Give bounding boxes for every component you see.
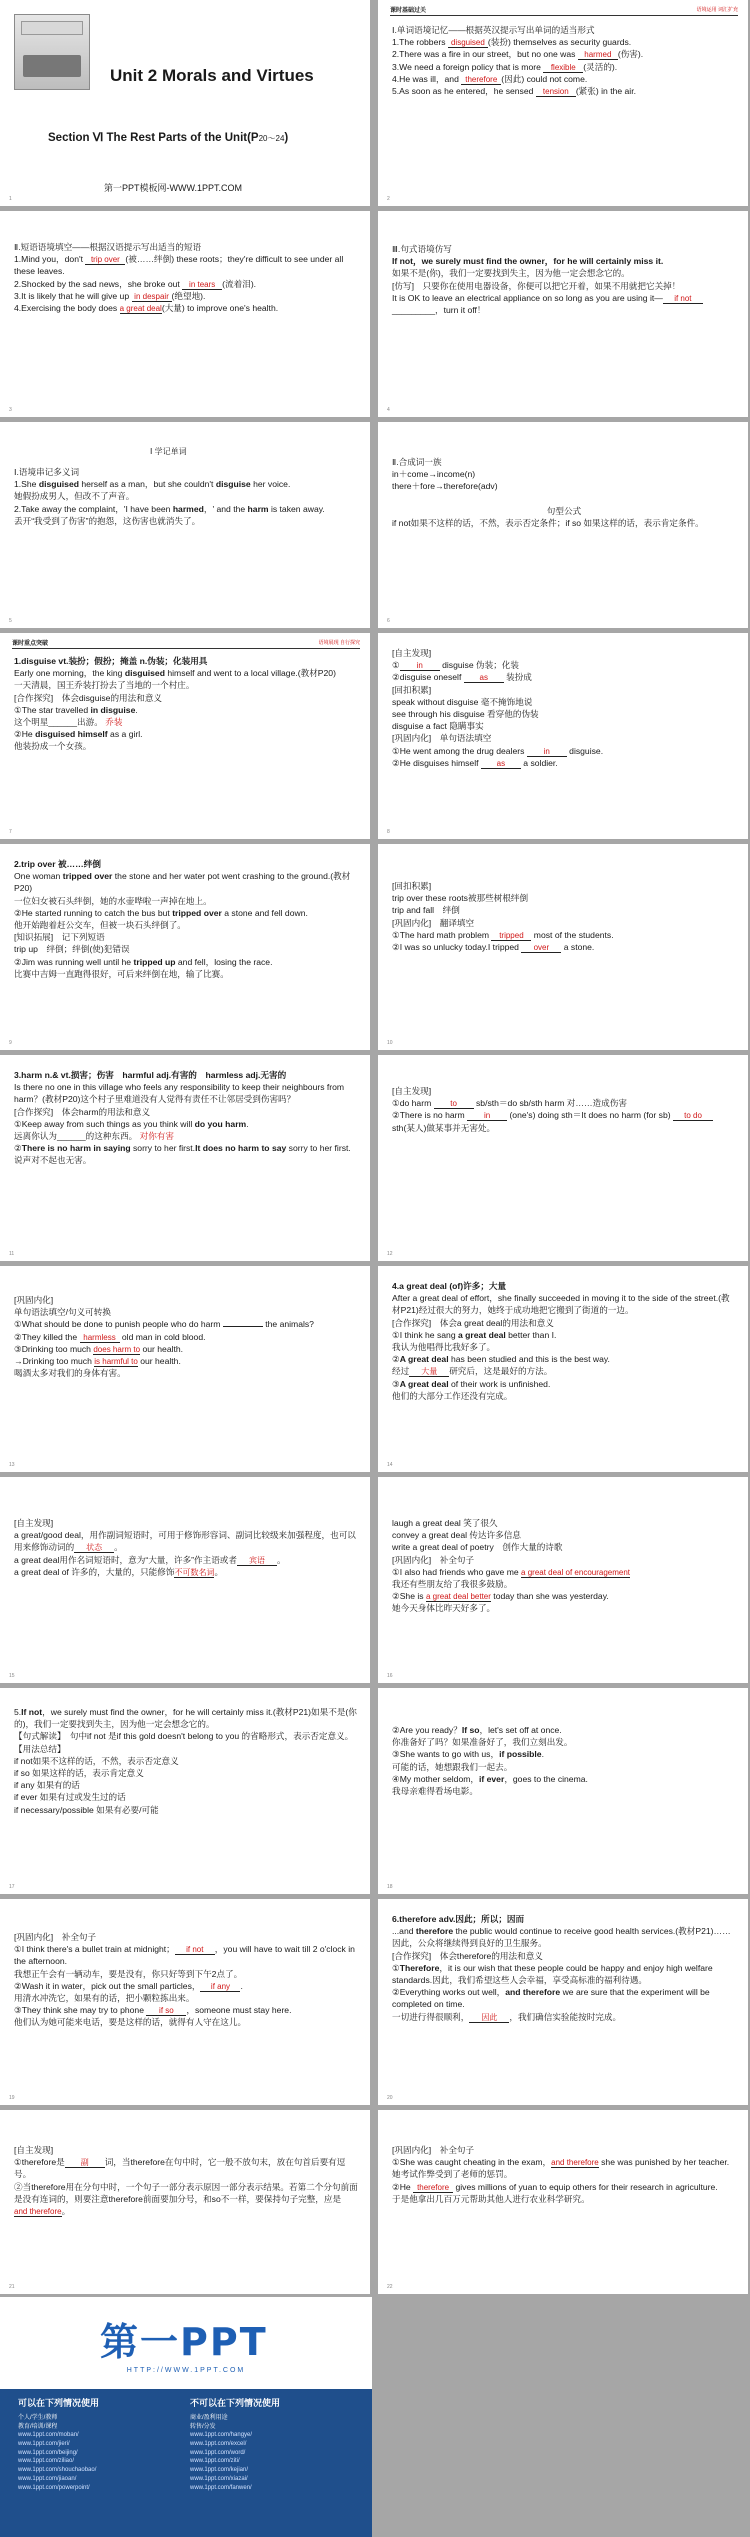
exercise-line: 如果不是(你)，我们一定要找到失主，因为他一定会想念它的。 <box>392 268 630 279</box>
exercise-line: 我还有些朋友给了我很多鼓励。 <box>392 1579 513 1590</box>
exercise-line: ①therefore是 副 词，当therefore在句中时，它一般不放句末，放在句首后要有逗号。 <box>14 2157 346 2180</box>
exercise-heading: [自主发现] <box>14 2145 54 2155</box>
exercise-line: ①The star travelled in disguise. <box>14 704 138 715</box>
exercise-line: trip up 绊倒；绊倒(使)犯错误 <box>14 944 130 955</box>
exercise-line: 4.He was ill，and therefore (因此) could not come. <box>392 73 588 84</box>
exercise-line: ④My mother seldom，if ever，goes to the cinema. <box>392 1773 588 1784</box>
usage-link[interactable]: www.1ppt.com/jieri/ <box>18 2441 70 2448</box>
exercise-line: [回扣积累] <box>392 881 432 891</box>
exercise-line: ①The hard math problem tripped most of the students. <box>392 929 614 940</box>
usage-link[interactable]: www.1ppt.com/moban/ <box>18 2432 79 2439</box>
page-number: 9 <box>9 1039 12 1046</box>
usage-link[interactable]: www.1ppt.com/xiazai/ <box>190 2475 248 2482</box>
page-number: 4 <box>387 406 390 413</box>
exercise-line: 她今天身体比昨天好多了。 <box>392 1603 496 1614</box>
exercise-line: if so 如果这样的话，表示肯定意义 <box>14 1768 144 1779</box>
exercise-line: 2.Take away the complaint，'I have been harmed，' and the harm is taken away. <box>14 503 325 514</box>
slide-18 <box>378 1688 748 1894</box>
page-number: 7 <box>9 828 12 835</box>
exercise-line: ②He therefore gives millions of yuan to equip others for their research in agriculture. <box>392 2181 718 2192</box>
exercise-line: 这个明星______出游。 乔装 <box>14 717 123 728</box>
exercise-line: →Drinking too much is harmful to our health. <box>14 1356 181 1367</box>
exercise-line: trip and fall 绊倒 <box>392 905 460 916</box>
exercise-line: [仿写] 只要你在使用电器设备，你便可以把它开着，如果不用就把它关掉！ <box>392 280 681 291</box>
exercise-line: 他开始跑着赶公交车，但被一块石头绊倒了。 <box>14 920 186 931</box>
exercise-line: ①She was caught cheating in the exam，and therefore she was punished by her teacher. <box>392 2157 730 2168</box>
exercise-line: [合作探究] 体会disguise的用法和意义 <box>14 692 163 703</box>
site-logo: 第一PPT <box>100 2320 268 2364</box>
exercise-line: 我认为他唱得比我好多了。 <box>392 1342 496 1353</box>
exercise-line: 经过 大量 研究后，这是最好的方法。 <box>392 1366 553 1377</box>
exercise-line: if not如果不这样的话，不然，表示否定意义 <box>14 1755 179 1766</box>
slide-10 <box>378 844 748 1050</box>
page-number: 14 <box>387 1461 393 1468</box>
exercise-line: 句型公式 <box>546 505 582 516</box>
exercise-line: 远离你认为______的这种东西。 对你有害 <box>14 1131 174 1142</box>
exercise-line: ②He disguises himself as a soldier. <box>392 757 558 768</box>
exercise-line: 用清水冲洗它，如果有的话，把小颗粒拣出来。 <box>14 1993 195 2004</box>
exercise-line: ①do harm to sb/sth＝do sb/sth harm 对……造成伤害 <box>392 1098 627 1109</box>
exercise-line: 她考试作弊受到了老师的惩罚。 <box>392 2169 513 2180</box>
brand-banner <box>0 2297 372 2389</box>
slide-1 <box>0 0 370 206</box>
exercise-line: a great deal of 许多的，大量的，只能修饰不可数名词。 <box>14 1566 224 1577</box>
slide-15 <box>0 1477 370 1683</box>
page-number: 22 <box>387 2283 393 2290</box>
slide-4 <box>378 211 748 417</box>
book-cover-image <box>14 14 90 90</box>
exercise-line: 1.She disguised herself as a man，but she couldn't disguise her voice. <box>14 479 291 490</box>
exercise-line: speak without disguise 毫不掩饰地说 <box>392 696 533 707</box>
exercise-line: 1.The robbers disguised (装扮) themselves as security guards. <box>392 37 632 48</box>
exercise-line: 他们的大部分工作还没有完成。 <box>392 1390 513 1401</box>
exercise-line: 1.Mind you，don't trip over (被……绊倒) these roots；they're difficult to see under all these leaves. <box>14 254 344 277</box>
page-number: 5 <box>9 617 12 624</box>
section-bar: 课时重点突破 语境展现 自行探究 <box>12 640 360 647</box>
exercise-line: [合作探究] 体会therefore的用法和意义 <box>392 1950 543 1961</box>
slide-8 <box>378 633 748 839</box>
exercise-line: ②Everything works out well，and therefore we are sure that the experiment will be completed on time. <box>392 1987 710 2010</box>
exercise-line: ②A great deal has been studied and this is the best way. <box>392 1354 610 1365</box>
exercise-heading: [巩固内化] <box>14 1295 54 1305</box>
exercise-line: 5.As soon as he entered，he sensed tension (紧张) in the air. <box>392 86 636 97</box>
topic-heading: 3.harm n.& vt.损害；伤害 harmful adj.有害的 harmless adj.无害的 <box>14 1070 287 1080</box>
usage-link[interactable]: www.1ppt.com/kejian/ <box>190 2467 249 2474</box>
exercise-line: ②Jim was running well until he tripped up and fell，losing the race. <box>14 956 273 967</box>
slide-14 <box>378 1266 748 1472</box>
exercise-line: see through his disguise 看穿他的伪装 <box>392 709 539 720</box>
exercise-line: [巩固内化] 翻译填空 <box>392 917 475 928</box>
exercise-line: Early one morning，the king disguised himself and went to a local village.(教材P20) <box>14 668 336 679</box>
exercise-line: ②I was so unlucky today.I tripped over a stone. <box>392 942 595 953</box>
slide-heading: Ⅰ 学记单词 <box>150 447 187 456</box>
slide-19 <box>0 1899 370 2105</box>
exercise-line: ③She wants to go with us，if possible. <box>392 1749 544 1760</box>
allowed-use-column <box>18 2397 188 2492</box>
exercise-line: 我母亲难得看场电影。 <box>392 1786 478 1797</box>
exercise-line: 你准备好了吗？如果准备好了，我们立刻出发。 <box>392 1737 573 1748</box>
exercise-line: 丢开“我受到了伤害”的抱怨，这伤害也就消失了。 <box>14 515 201 526</box>
usage-link[interactable]: www.1ppt.com/jiaoan/ <box>18 2475 77 2482</box>
forbidden-heading: 不可以在下列情况使用 <box>190 2398 281 2408</box>
exercise-line: ③They think she may try to phone if so ，someone must stay here. <box>14 2005 292 2016</box>
topic-heading: 4.a great deal (of)许多；大量 <box>392 1281 507 1291</box>
page-number: 17 <box>9 1883 15 1890</box>
exercise-heading: Ⅰ.语境串记多义词 <box>14 467 80 477</box>
page-number: 16 <box>387 1672 393 1679</box>
exercise-heading: [自主发现] <box>14 1518 54 1528</box>
exercise-line: 4.Exercising the body does a great deal(大量) to improve one's health. <box>14 303 279 314</box>
slide-2 <box>378 0 748 206</box>
page-number: 12 <box>387 1250 393 1257</box>
exercise-line: ②Wash it in water，pick out the small particles， if any . <box>14 1980 243 1991</box>
slide-12 <box>378 1055 748 1261</box>
usage-link[interactable]: www.1ppt.com/shouchaobao/ <box>18 2467 97 2474</box>
exercise-line: if necessary/possible 如果有必要/可能 <box>14 1804 159 1815</box>
exercise-line: if not如果不这样的话，不然，表示否定条件；if so 如果这样的话，表示肯定条件。 <box>392 517 704 528</box>
usage-link[interactable]: www.1ppt.com/ziti/ <box>190 2458 240 2465</box>
exercise-heading: Ⅰ.单词语境记忆——根据英汉提示写出单词的适当形式 <box>392 25 595 35</box>
exercise-line: 【句式解读】 句中if not 是if this gold doesn't belong to you 的省略形式，表示否定意义。 <box>14 1731 354 1742</box>
exercise-line: 喝酒太多对我们的身体有害。 <box>14 1368 126 1379</box>
page-number: 10 <box>387 1039 393 1046</box>
exercise-line: [巩固内化] 补全句子 <box>392 1554 475 1565</box>
exercise-line: 一天清晨，国王乔装打扮去了当地的一个村庄。 <box>14 680 195 691</box>
usage-link[interactable]: www.1ppt.com/powerpoint/ <box>18 2484 90 2491</box>
usage-link[interactable]: www.1ppt.com/excel/ <box>190 2441 247 2448</box>
exercise-line: ①I also had friends who gave me a great deal of encouragement <box>392 1566 631 1577</box>
slide-16 <box>378 1477 748 1683</box>
exercise-heading: Ⅲ.句式语境仿写 <box>392 244 452 254</box>
exercise-line: 比赛中吉姆一直跑得很好，可后来绊倒在地，输了比赛。 <box>14 968 229 979</box>
exercise-line: ①Keep away from such things as you think will do you harm. <box>14 1118 249 1129</box>
exercise-line: [巩固内化] 单句语法填空 <box>392 733 492 744</box>
allowed-heading: 可以在下列情况使用 <box>18 2398 100 2408</box>
usage-panel <box>0 2389 372 2537</box>
page-number: 13 <box>9 1461 15 1468</box>
unit-title: Unit 2 Morals and Virtues <box>110 66 314 85</box>
usage-link[interactable]: www.1ppt.com/fanwen/ <box>190 2484 252 2491</box>
slide-7 <box>0 633 370 839</box>
exercise-line: ②There is no harm in (one's) doing sth＝It does no harm (for sb) to do sth(某人)做某事并无害处。 <box>392 1109 736 1133</box>
page-number: 1 <box>9 195 12 202</box>
page-number: 11 <box>9 1250 15 1257</box>
topic-heading: 1.disguise vt.装扮；假扮；掩盖 n.伪装；化装用具 <box>14 656 208 666</box>
usage-item: 转售/分发 <box>190 2423 216 2430</box>
exercise-line: write a great deal of poetry 创作大量的诗歌 <box>392 1542 563 1553</box>
exercise-line: 一位妇女被石头绊倒，她的水壶哗啦一声掉在地上。 <box>14 895 212 906</box>
exercise-line: ...and therefore the public would continue to receive good health services.(教材P21)……因此，公众将继续得到良好的卫生服务。 <box>392 1926 731 1949</box>
slide-20 <box>378 1899 748 2105</box>
usage-link[interactable]: www.1ppt.com/hangye/ <box>190 2432 253 2439</box>
exercise-line: Is there no one in this village who feels any responsibility to keep their neighbours from harm？(教材P20)这个村子里难道没有人觉得有责任不让邻居受到伤害吗？ <box>14 1082 345 1105</box>
page-number: 2 <box>387 195 390 202</box>
page-number: 21 <box>9 2283 15 2290</box>
exercise-line: in＋come→income(n) <box>392 469 476 480</box>
slide-5 <box>0 422 370 628</box>
exercise-line: 可能的话，她想跟我们一起去。 <box>392 1761 513 1772</box>
exercise-line: a great deal用作名词短语时，意为“大量，许多”作主语或者 宾语 。 <box>14 1554 286 1565</box>
exercise-heading: Ⅱ.短语语境填空——根据汉语提示写出适当的短语 <box>14 242 202 252</box>
page-number: 20 <box>387 2094 393 2101</box>
exercise-line: 【用法总结】 <box>14 1743 66 1754</box>
slide-9 <box>0 844 370 1050</box>
exercise-line: ②disguise oneself as 装扮成 <box>392 672 532 683</box>
exercise-line: if ever 如果有过或发生过的话 <box>14 1792 126 1803</box>
page-number: 18 <box>387 1883 393 1890</box>
exercise-line: ①What should be done to punish people who do harm the animals? <box>14 1319 314 1330</box>
exercise-line: 单句语法填空/句义可转换 <box>14 1307 111 1318</box>
exercise-line: ①I think there's a bullet train at midnight； if not ，you will have to wait till 2 o'clock in the afternoon. <box>14 1944 355 1967</box>
usage-item: 个人/学生/教师 <box>18 2415 58 2422</box>
exercise-line: 他们认为她可能来电话，要是这样的话，就得有人守在这儿。 <box>14 2017 247 2028</box>
page-number: 15 <box>9 1672 15 1679</box>
topic-heading: 6.therefore adv.因此；所以；因而 <box>392 1914 525 1924</box>
exercise-line: a great/good deal，用作副词短语时，可用于修饰形容词、副词比较级来加强程度，也可以用来修饰动词的 状态 。 <box>14 1530 356 1553</box>
exercise-line: ②Are you ready？If so，let's set off at once. <box>392 1725 562 1735</box>
exercise-line: 2.There was a fire in our street，but no one was harmed (伤害). <box>392 49 644 60</box>
exercise-line: 于是他拿出几百万元帮助其他人进行农业科学研究。 <box>392 2193 590 2204</box>
exercise-line: ②They killed the harmless old man in cold blood. <box>14 1331 206 1342</box>
page-number: 6 <box>387 617 390 624</box>
exercise-line: ②He started running to catch the bus but tripped over a stone and fell down. <box>14 907 308 918</box>
exercise-heading: [自主发现] <box>392 1086 432 1096</box>
forbidden-use-column <box>190 2397 360 2492</box>
exercise-line: if any 如果有的话 <box>14 1780 80 1791</box>
site-credit: 第一PPT模板网-WWW.1PPT.COM <box>104 183 242 193</box>
page-number: 8 <box>387 828 390 835</box>
exercise-line: ②She is a great deal better today than she was yesterday. <box>392 1591 609 1602</box>
exercise-line: 一切进行得很顺利， 因此 ，我们确信实验能按时完成。 <box>392 2011 622 2022</box>
exercise-line: [回扣积累] <box>392 684 432 695</box>
exercise-line: 他装扮成一个女孩。 <box>14 741 92 752</box>
exercise-line: 我想正午会有一辆动车，要是没有，你只好等到下午2点了。 <box>14 1968 243 1979</box>
exercise-line: ①He went among the drug dealers in disguise. <box>392 745 604 756</box>
exercise-line: One woman tripped over the stone and her water pot went crashing to the ground.(教材P20) <box>14 871 351 894</box>
page-number: 19 <box>9 2094 15 2101</box>
exercise-line: ①Therefore，it is our wish that these people could be happy and enjoy high welfare standards.因此，我们希望这些人会幸福，享受高标准的福利待遇。 <box>392 1962 713 1986</box>
exercise-line: ③A great deal of their work is unfinished. <box>392 1378 551 1389</box>
exercise-heading: [巩固内化] 补全句子 <box>392 2145 475 2155</box>
exercise-line: _________，turn it off！ <box>392 305 486 316</box>
exercise-line: If not，we surely must find the owner，for he will certainly miss it. <box>392 256 664 267</box>
exercise-line: there＋fore→therefore(adv) <box>392 481 498 492</box>
slide-6 <box>378 422 748 628</box>
exercise-line: ① in disguise 伪装；化装 <box>392 660 519 671</box>
exercise-line: ②He disguised himself as a girl. <box>14 729 143 740</box>
exercise-line: laugh a great deal 笑了很久 <box>392 1518 498 1528</box>
exercise-heading: [巩固内化] 补全句子 <box>14 1932 97 1942</box>
exercise-line: [合作探究] 体会harm的用法和意义 <box>14 1106 151 1117</box>
usage-item: 商业/盈利用途 <box>190 2415 228 2422</box>
exercise-line: [合作探究] 体会a great deal的用法和意义 <box>392 1317 554 1328</box>
usage-item: 教育/培训/课程 <box>18 2423 58 2430</box>
exercise-heading: [自主发现] <box>392 648 432 658</box>
slide-3 <box>0 211 370 417</box>
slide-17 <box>0 1688 370 1894</box>
usage-link[interactable]: www.1ppt.com/word/ <box>190 2449 246 2456</box>
slide-13 <box>0 1266 370 1472</box>
exercise-line: 3.We need a foreign policy that is more flexible (灵活的). <box>392 61 618 72</box>
section-bar: 课时基础过关 语境运用 词汇扩充 <box>390 7 738 14</box>
page-number: 3 <box>9 406 12 413</box>
exercise-line: After a great deal of effort，she finally succeeded in moving it to the side of the street.(教材P21)经过很大的努力，她终于成功地把它搬到了街道的一边。 <box>392 1293 730 1316</box>
exercise-line: trip over these roots被那些树根绊倒 <box>392 893 529 904</box>
exercise-line: [知识拓展] 记下列短语 <box>14 932 105 943</box>
exercise-line: ①I think he sang a great deal better than I. <box>392 1329 557 1340</box>
exercise-line: convey a great deal 传达许多信息 <box>392 1530 521 1541</box>
site-url[interactable]: HTTP://WWW.1PPT.COM <box>126 2367 246 2374</box>
usage-link[interactable]: www.1ppt.com/ziliao/ <box>18 2458 75 2465</box>
exercise-line: ③Drinking too much does harm to our health. <box>14 1343 184 1354</box>
exercise-line: 2.Shocked by the sad news，she broke out in tears (流着泪). <box>14 278 257 289</box>
exercise-line: It is OK to leave an electrical appliance on so long as you are using it— if not <box>392 292 736 304</box>
exercise-line: ②当therefore用在分句中时，一个句子一部分表示原因一部分表示结果。若第二个分句前面是没有连词的，则要注意therefore前面要加分号，和so不一样，要保持句子完整，应是and therefore。 <box>14 2181 358 2217</box>
exercise-line: ②There is no harm in saying sorry to her first.It does no harm to say sorry to her first.说声对不起也无害。 <box>14 1143 351 1166</box>
topic-heading: 2.trip over 被……绊倒 <box>14 859 101 869</box>
slide-11 <box>0 1055 370 1261</box>
slide-22 <box>378 2110 748 2294</box>
site-footer <box>0 2297 372 2537</box>
exercise-heading: Ⅱ.合成词一族 <box>392 457 442 467</box>
section-title: Section Ⅵ The Rest Parts of the Unit(P20～24) <box>48 132 289 144</box>
usage-link[interactable]: www.1ppt.com/beijing/ <box>18 2449 78 2456</box>
slide-21 <box>0 2110 370 2294</box>
empty-grid-cell <box>372 2297 750 2537</box>
exercise-line: 她假扮成男人，但改不了声音。 <box>14 491 135 502</box>
exercise-line: disguise a fact 隐瞒事实 <box>392 721 484 732</box>
exercise-line: 3.It is likely that he will give up in despair (绝望地). <box>14 290 206 301</box>
exercise-line: 5.If not，we surely must find the owner，for he will certainly miss it.(教材P21)如果不是(你的)，我们一定要找到失主，因为他一定会想念它的。 <box>14 1707 357 1730</box>
